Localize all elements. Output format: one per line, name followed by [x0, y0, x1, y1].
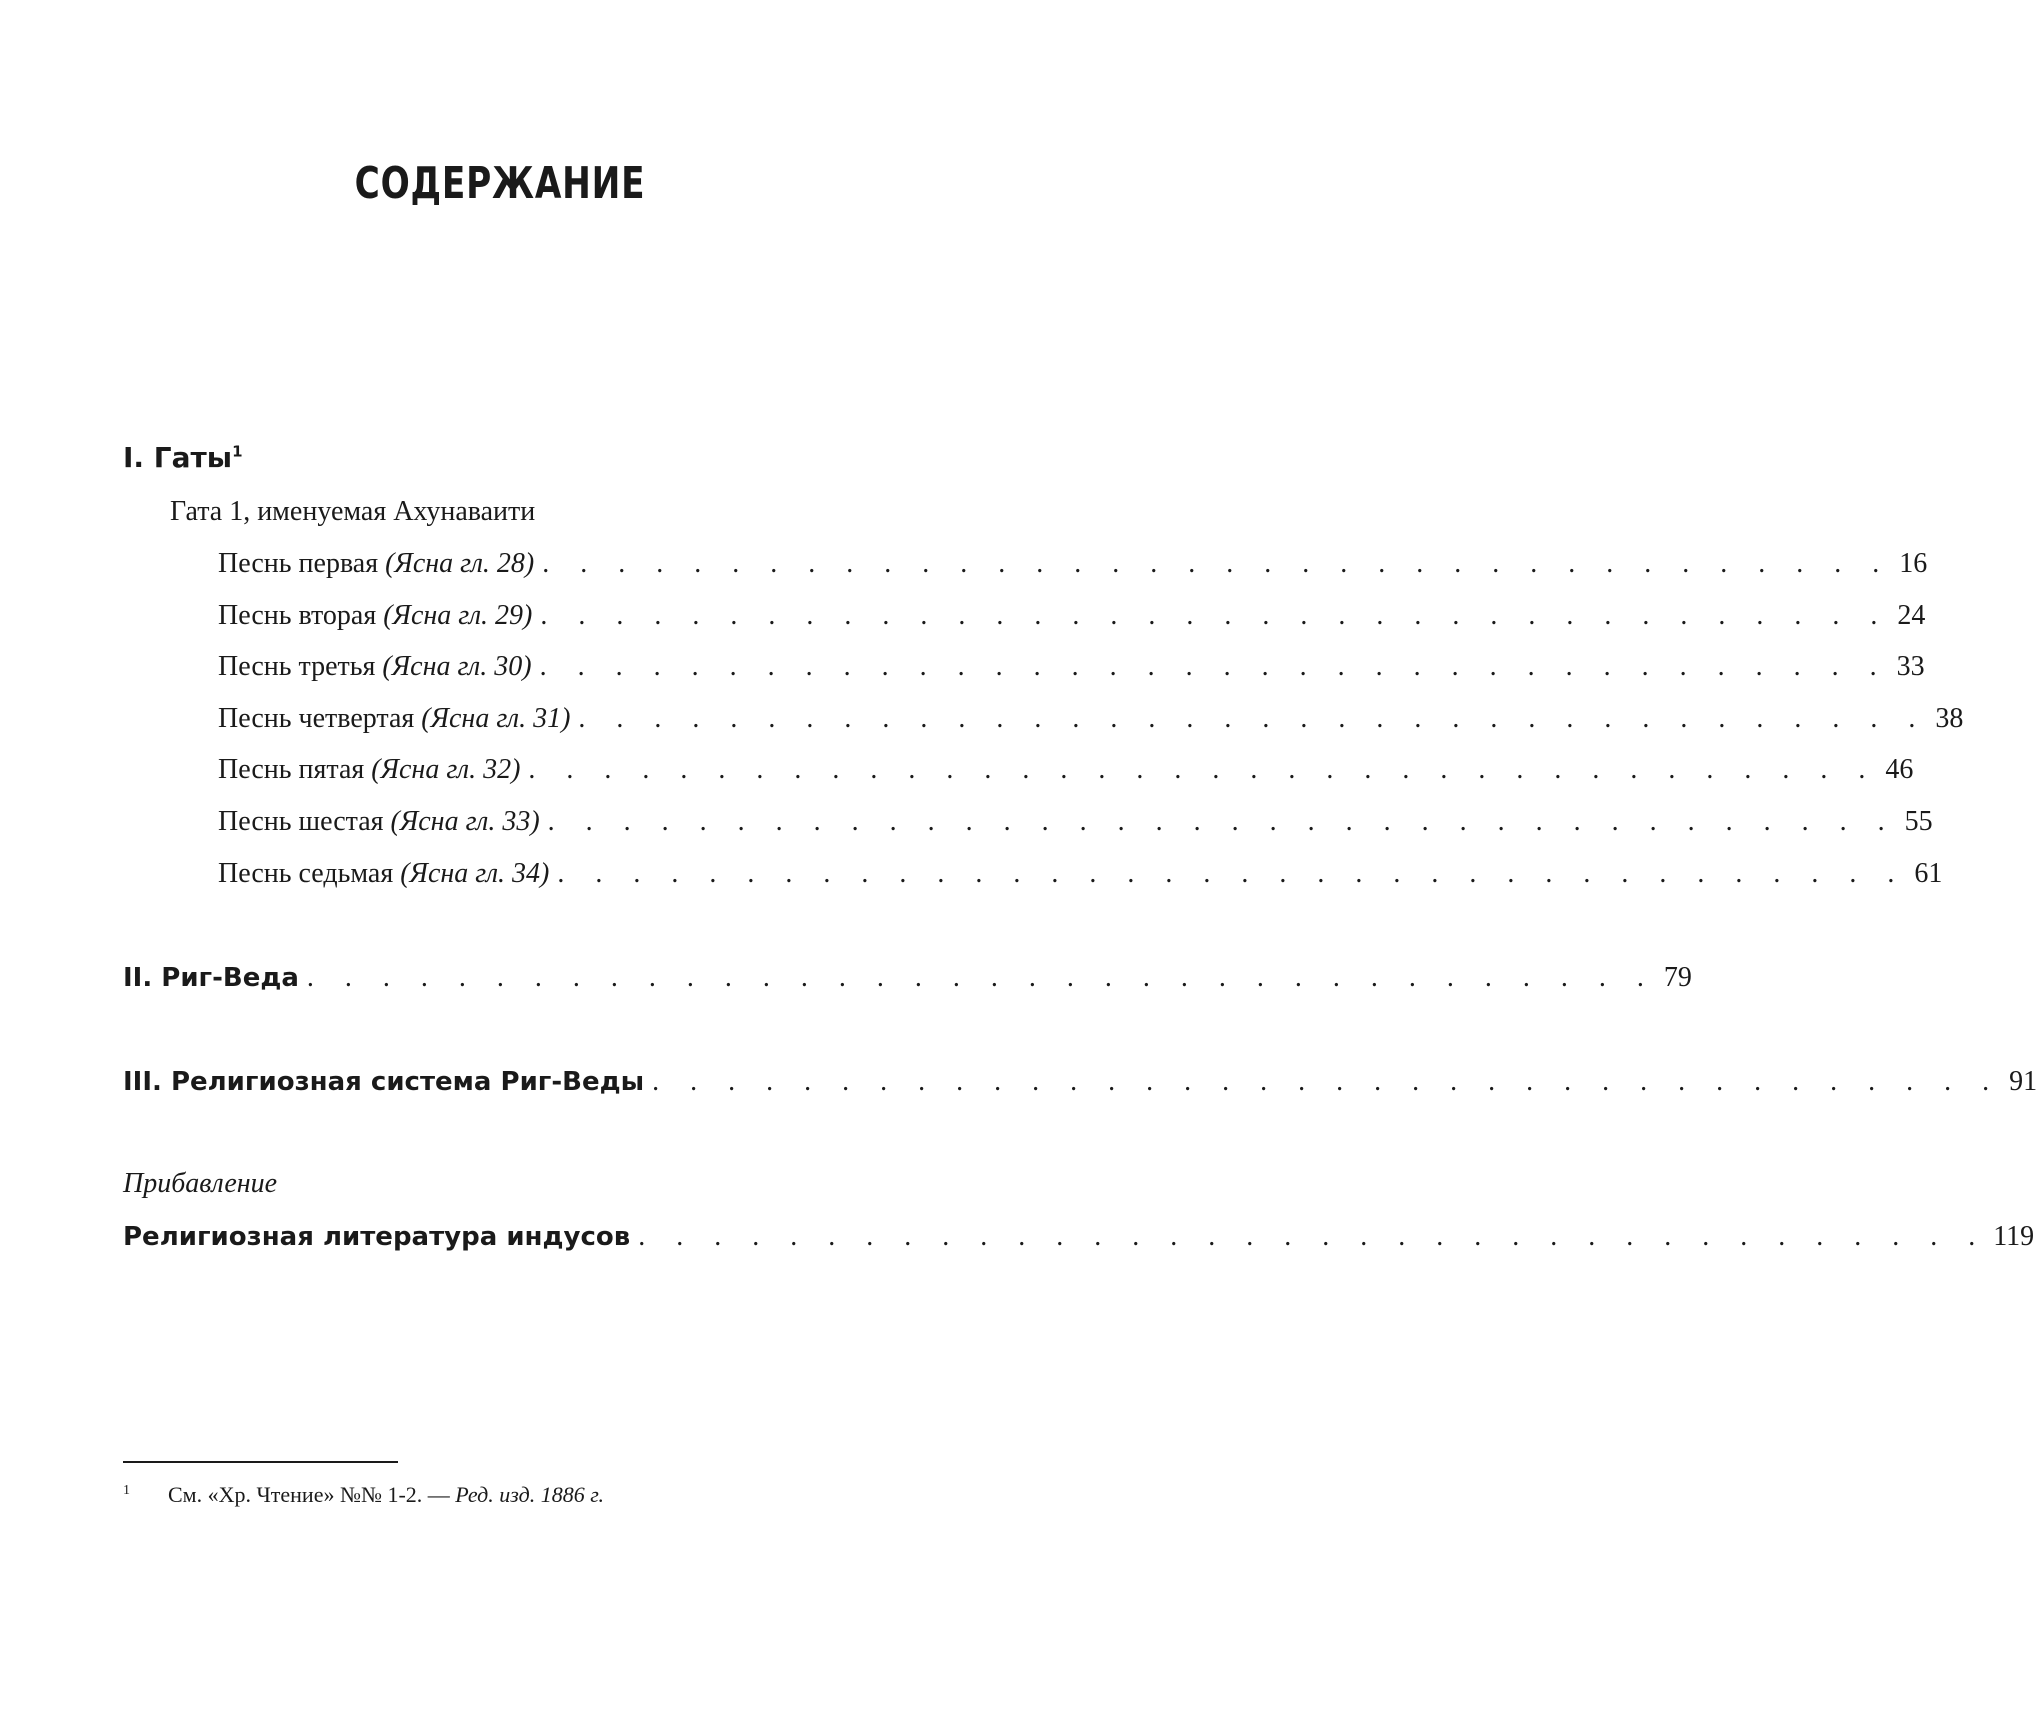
- toc-page-number: 16: [1899, 548, 1928, 579]
- footnote-text: См. «Хр. Чтение» №№ 1-2. —: [168, 1482, 456, 1507]
- toc-leader-dots: . . . . . . . . . . . . . . . . . . . . . . . . . . . . . . . . . . . .: [539, 651, 1889, 682]
- page-title: СОДЕРЖАНИЕ: [354, 158, 646, 209]
- toc-appendix-caption: Прибавление: [123, 1168, 278, 1199]
- toc-page-number: 91: [2009, 1066, 2037, 1097]
- toc-entry-song-6[interactable]: [218, 804, 1933, 840]
- footnote-reference[interactable]: 1: [232, 442, 243, 461]
- toc-entry-song-2[interactable]: [218, 598, 1926, 634]
- toc-section-2[interactable]: [123, 960, 1692, 996]
- toc-entry-label: Песнь пятая (Ясна гл. 32): [218, 754, 521, 785]
- toc-page-number: 79: [1663, 962, 1692, 993]
- toc-entry-label: Песнь третья (Ясна гл. 30): [218, 651, 532, 682]
- toc-section-2-label: II. Риг-Веда: [123, 963, 299, 993]
- toc-entry-song-5[interactable]: [218, 752, 1914, 788]
- toc-section-1-heading[interactable]: [123, 440, 243, 476]
- toc-entry-label: Песнь первая (Ясна гл. 28): [218, 548, 535, 579]
- toc-page-number: 33: [1896, 651, 1925, 682]
- toc-leader-dots: . . . . . . . . . . . . . . . . . . . . . . . . . . . . . . . . . . . .: [547, 806, 1897, 837]
- toc-leader-dots: . . . . . . . . . . . . . . . . . . . . . . . . . . . . . . . . . . . .: [540, 600, 1890, 631]
- toc-section-3[interactable]: [123, 1064, 2037, 1100]
- footnote-editor-note: Ред. изд. 1886 г.: [455, 1482, 604, 1507]
- toc-leader-dots: . . . . . . . . . . . . . . . . . . . . . . . . . . . . . . . . . . . .: [578, 703, 1928, 734]
- toc-entry-label: Песнь четвертая (Ясна гл. 31): [218, 703, 571, 734]
- toc-section-1-label: I. Гаты: [123, 441, 233, 474]
- toc-page-number: 38: [1935, 703, 1964, 734]
- toc-page-number: 119: [1993, 1221, 2035, 1252]
- toc-leader-dots: . . . . . . . . . . . . . . . . . . . . . . . . . . . . . . . . . . . .: [306, 962, 1656, 993]
- toc-page-number: 24: [1897, 600, 1926, 631]
- toc-page-number: 55: [1904, 806, 1933, 837]
- toc-gata-1-heading[interactable]: Гата 1, именуемая Ахунаваити: [170, 496, 536, 527]
- toc-entry-song-3[interactable]: [218, 649, 1925, 685]
- footnote: 1 См. «Хр. Чтение» №№ 1-2. — Ред. изд. 1886 г.: [123, 1482, 604, 1507]
- toc-entry-label: Песнь шестая (Ясна гл. 33): [218, 806, 540, 837]
- toc-entry-label: Песнь седьмая (Ясна гл. 34): [218, 858, 550, 889]
- toc-page-number: 46: [1885, 754, 1914, 785]
- toc-leader-dots: . . . . . . . . . . . . . . . . . . . . . . . . . . . . . . . . . . . .: [557, 858, 1907, 889]
- toc-entry-song-1[interactable]: [218, 546, 1928, 582]
- toc-section-3-label: III. Религиозная система Риг-Веды: [123, 1067, 645, 1097]
- toc-page-number: 61: [1914, 858, 1943, 889]
- toc-entry-song-4[interactable]: [218, 701, 1964, 737]
- toc-leader-dots: . . . . . . . . . . . . . . . . . . . . . . . . . . . . . . . . . . . .: [542, 548, 1892, 579]
- toc-leader-dots: . . . . . . . . . . . . . . . . . . . . . . . . . . . . . . . . . . . .: [652, 1066, 2002, 1097]
- toc-appendix-label: Религиозная литература индусов: [123, 1222, 631, 1252]
- toc-leader-dots: . . . . . . . . . . . . . . . . . . . . . . . . . . . . . . . . . . . .: [528, 754, 1878, 785]
- toc-appendix-entry[interactable]: [123, 1219, 2035, 1255]
- footnote-divider: [123, 1461, 398, 1463]
- toc-entry-song-7[interactable]: [218, 856, 1943, 892]
- toc-leader-dots: . . . . . . . . . . . . . . . . . . . . . . . . . . . . . . . . . . . .: [638, 1221, 1988, 1252]
- toc-entry-label: Песнь вторая (Ясна гл. 29): [218, 600, 533, 631]
